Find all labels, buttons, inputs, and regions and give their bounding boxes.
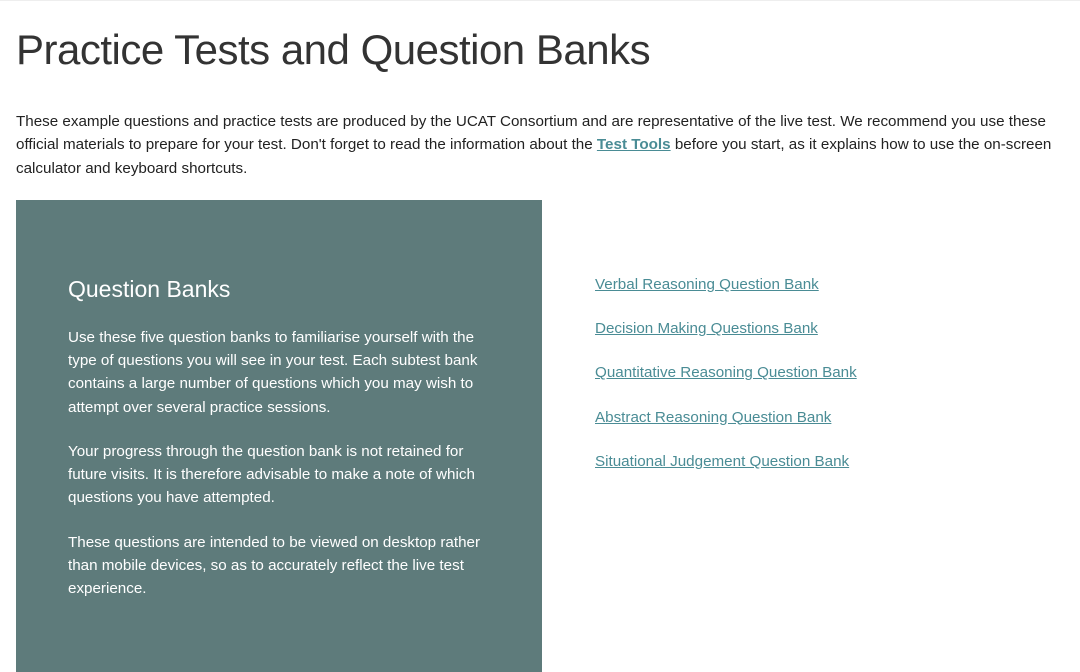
intro-text-part-2: before you start, as it explains how to use the on-screen calculator and keyboard shortcuts. xyxy=(16,136,1052,177)
abstract-reasoning-link[interactable]: Abstract Reasoning Question Bank xyxy=(595,408,832,426)
page-title: Practice Tests and Question Banks xyxy=(16,26,651,73)
question-banks-panel xyxy=(16,200,542,672)
panel-paragraph-desktop: These questions are intended to be viewed on desktop rather than mobile devices, so as to accurately reflect the live test experience. xyxy=(68,534,481,598)
decision-making-link[interactable]: Decision Making Questions Bank xyxy=(595,320,818,338)
panel-paragraph-intro: Use these five question banks to familiarise yourself with the type of questions you will see in your test. Each subtest bank contains a large number of questions which you may wish to attempt over several practice sessions. xyxy=(68,329,478,416)
test-tools-link[interactable]: Test Tools xyxy=(596,136,671,154)
list-item xyxy=(595,274,857,318)
intro-text-part-1: These example questions and practice tests are produced by the UCAT Consortium and are representative of the live test. We recommend you use these official materials to prepare for your test. Don't forget to read the information about the xyxy=(16,113,1046,154)
intro-text xyxy=(16,110,1072,180)
list-item xyxy=(595,318,857,362)
list-item xyxy=(595,407,857,451)
list-item xyxy=(595,451,857,495)
quantitative-reasoning-link[interactable]: Quantitative Reasoning Question Bank xyxy=(595,364,857,382)
verbal-reasoning-link[interactable]: Verbal Reasoning Question Bank xyxy=(595,276,819,293)
question-bank-links xyxy=(595,274,857,495)
panel-title: Question Banks xyxy=(68,276,231,302)
list-item xyxy=(595,362,857,406)
situational-judgement-link[interactable]: Situational Judgement Question Bank xyxy=(595,452,850,470)
top-divider xyxy=(0,0,1080,1)
panel-paragraph-progress: Your progress through the question bank is not retained for future visits. It is therefore advisable to make a note of which questions you have attempted. xyxy=(68,443,475,507)
